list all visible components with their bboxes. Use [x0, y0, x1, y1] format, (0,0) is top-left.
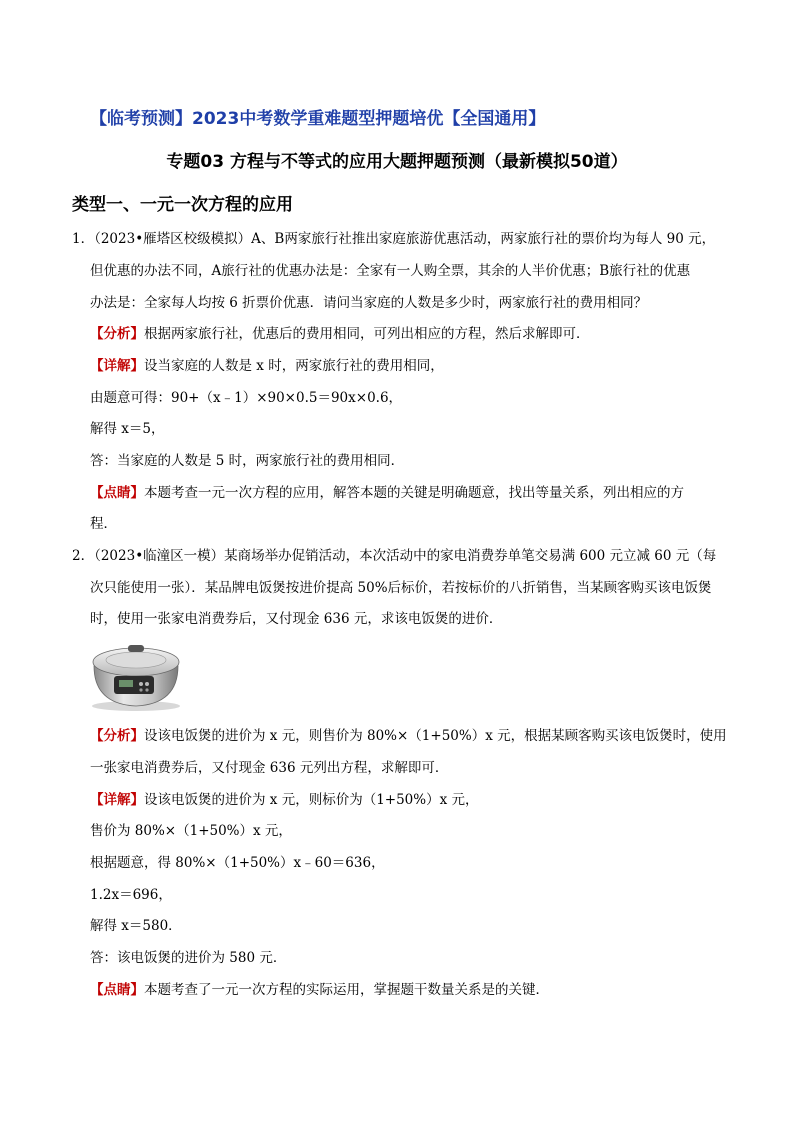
analysis-text: 设该电饭煲的进价为 x 元，则售价为 80%×（1+50%）x 元，根据某顾客购买该电饭煲时，使用	[144, 728, 727, 744]
detail-text: 设当家庭的人数是 x 时，两家旅行社的费用相同，	[144, 358, 444, 374]
analysis-text: 根据两家旅行社，优惠后的费用相同，可列出相应的方程，然后求解即可．	[144, 326, 590, 342]
q2-step-2: 根据题意，得 80%×（1+50%）x﹣60＝636，	[90, 855, 385, 871]
q2-step-1: 售价为 80%×（1+50%）x 元，	[90, 823, 292, 839]
q2-detail	[90, 790, 479, 810]
q1-solution: 解得 x＝5，	[90, 421, 165, 437]
header-banner: 【临考预测】2023中考数学重难题型押题培优【全国通用】	[90, 109, 546, 129]
section-heading: 类型一、一元一次方程的应用	[72, 195, 293, 215]
document-title: 专题03 方程与不等式的应用大题押题预测（最新模拟50道）	[166, 152, 628, 172]
q2-step-4: 解得 x＝580．	[90, 918, 182, 934]
q1-detail	[90, 356, 444, 376]
q2-answer: 答：该电饭煲的进价为 580 元．	[90, 950, 287, 966]
q1-answer: 答：当家庭的人数是 5 时，两家旅行社的费用相同．	[90, 453, 405, 469]
q1-stem-line-3: 办法是：全家每人均按 6 折票价优惠．请问当家庭的人数是多少时，两家旅行社的费用相同？	[90, 295, 648, 311]
detail-text: 设该电饭煲的进价为 x 元，则标价为（1+50%）x 元，	[144, 792, 479, 808]
q2-analysis	[90, 726, 727, 746]
comment-tag: 【点睛】	[90, 982, 144, 998]
q2-step-3: 1.2x＝696，	[90, 887, 172, 903]
q2-stem-line-3: 时，使用一张家电消费券后，又付现金 636 元，求该电饭煲的进价．	[90, 611, 503, 627]
comment-text: 本题考查了一元一次方程的实际运用，掌握题干数量关系是的关键．	[144, 982, 549, 998]
q2-analysis-cont: 一张家电消费券后，又付现金 636 元列出方程，求解即可．	[90, 760, 449, 776]
q2-stem-line-2: 次只能使用一张）．某品牌电饭煲按进价提高 50%后标价，若按标价的八折销售，当某顾客购买该电饭煲	[90, 580, 712, 596]
q1-analysis	[90, 324, 590, 344]
q2-stem-line-1: 2．（2023•临潼区一模）某商场举办促销活动，本次活动中的家电消费券单笔交易满 600 元立减 60 元（每	[72, 548, 717, 564]
detail-tag: 【详解】	[90, 792, 144, 808]
analysis-tag: 【分析】	[90, 326, 144, 342]
q1-stem-line-1: 1．（2023•雁塔区校级模拟）A、B两家旅行社推出家庭旅游优惠活动，两家旅行社的票价均为每人 90 元，	[72, 231, 716, 247]
q1-stem-line-2: 但优惠的办法不同，A旅行社的优惠办法是：全家有一人购全票，其余的人半价优惠；B旅行社的优惠	[90, 263, 691, 279]
comment-tag: 【点睛】	[90, 485, 144, 501]
rice-cooker-image	[86, 636, 186, 712]
q1-comment-cont: 程．	[90, 516, 117, 532]
q1-comment	[90, 483, 684, 503]
analysis-tag: 【分析】	[90, 728, 144, 744]
detail-tag: 【详解】	[90, 358, 144, 374]
q2-comment	[90, 980, 549, 1000]
comment-text: 本题考查一元一次方程的应用，解答本题的关键是明确题意，找出等量关系，列出相应的方	[144, 485, 684, 501]
q1-equation: 由题意可得：90+（x﹣1）×90×0.5＝90x×0.6，	[90, 390, 403, 406]
